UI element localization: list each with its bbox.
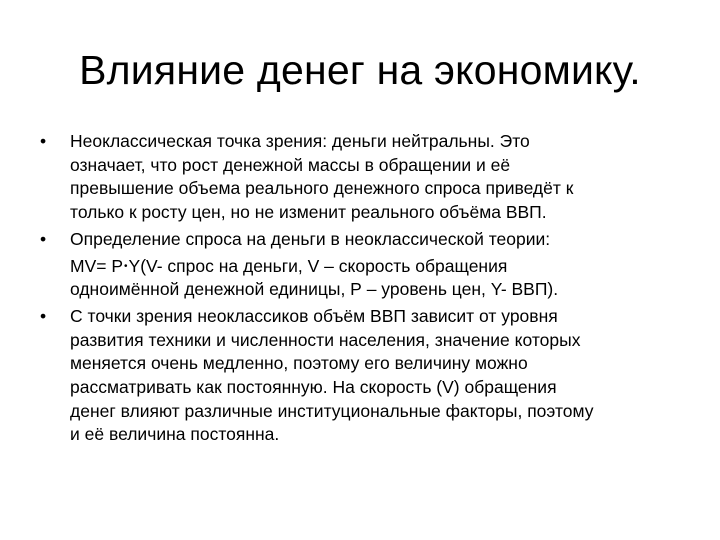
bullet-marker: • [40,228,47,249]
text-line: Неоклассическая точка зрения: деньги нейтральны. Это [70,131,530,151]
multiplication-dot: • [124,260,128,272]
text-line: одноимённой денежной единицы, Р – уровень цен, Y- ВВП). [70,279,559,300]
text-line: развития техники и численности населения, значение которых [70,329,581,350]
text-line: меняется очень медленно, поэтому его величину можно [70,353,528,374]
bullet-marker: • [40,131,47,151]
text-line: денег влияют различные институциональные факторы, поэтому [70,400,594,421]
text-line: рассматривать как постоянную. На скорость (V) обращения [70,377,557,398]
text-line: превышение объема реального денежного спроса приведёт к [70,178,574,199]
text-line: Определение спроса на деньги в неоклассической теории: [70,228,551,249]
text-line: только к росту цен, но не изменит реального объёма ВВП. [70,202,547,223]
bullet-item-gdp-and-velocity [40,305,690,447]
bullet-item-money-demand-definition [40,228,690,252]
bullet-item-neoclassical-view [40,130,690,225]
text-line: С точки зрения неоклассиков объём ВВП зависит от уровня [70,305,558,326]
text-line: означает, что рост денежной массы в обращении и её [70,154,511,175]
text-line: и её величина постоянна. [70,424,280,445]
formula-part: Y(V- спрос на деньги, V – скорость обращения [128,255,508,276]
formula-line [70,255,690,279]
slide-body [40,130,690,450]
bullet-marker: • [40,305,47,326]
formula-part: MV= P [70,255,124,276]
slide-title: Влияние денег на экономику. [79,47,641,93]
exchange-equation-block [40,255,690,302]
